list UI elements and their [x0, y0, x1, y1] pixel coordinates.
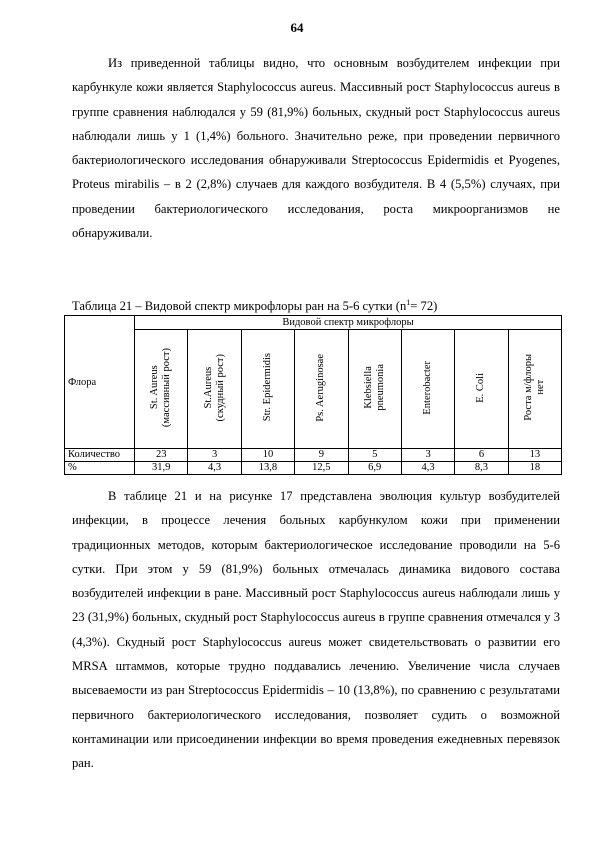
column-header-cell	[348, 330, 401, 449]
column-header-line: Enterobacter	[422, 360, 434, 415]
table-cell: 18	[508, 462, 561, 475]
group-header-cell: Видовой спектр микрофлоры	[135, 316, 562, 330]
table-cell: 5	[348, 449, 401, 462]
table-cell: 12,5	[295, 462, 348, 475]
table-cell: 9	[295, 449, 348, 462]
column-header-line: St.Aureus	[202, 366, 214, 409]
column-header-line: (массивный рост)	[161, 347, 173, 428]
table-cell: 3	[188, 449, 241, 462]
table-cell: 6,9	[348, 462, 401, 475]
caption-tail: = 72)	[410, 299, 438, 314]
page-number: 64	[290, 20, 304, 35]
table-cell: 8,3	[455, 462, 508, 475]
column-header-line: E. Coli	[475, 372, 487, 403]
column-header-line: Klebsiella	[362, 366, 374, 409]
column-header-line: St. Aureus	[149, 365, 161, 410]
table-cell: 4,3	[401, 462, 454, 475]
table-caption	[72, 298, 437, 314]
table-cell: 3	[401, 449, 454, 462]
paragraph-intro: Из приведенной таблицы видно, что основным возбудителем инфекции при карбункуле кожи является Staphylococcus aureus. Массивный рост Staphylococcus aureus в группе сравнения наблюдался у 59 (81,9%) больных, скудный рост Staphylococcus aureus наблюдали лишь у 1 (1,4%) больного. Значительно реже, при проведении первичного бактериологического исследования обнаруживали Streptococcus Epidermidis et Pyogenes, Proteus mirabilis – в 2 (2,8%) случаев для каждого возбудителя. В 4 (5,5%) случаях, при проведении бактериологического исследования, роста микроорганизмов не обнаруживали.	[72, 56, 560, 241]
column-header-cell	[188, 330, 241, 449]
column-header-cell	[241, 330, 294, 449]
column-header-label	[363, 364, 387, 411]
table-cell: 13	[508, 449, 561, 462]
row-label: Количество	[65, 449, 135, 462]
caption-text: Таблица 21 – Видовой спектр микрофлоры ран на 5-6 сутки (n	[72, 299, 407, 314]
column-header-line: pneumonia	[374, 364, 386, 411]
column-header-line: нет	[534, 380, 546, 395]
caption-superscript: 1	[406, 298, 411, 307]
table-row-count	[65, 449, 562, 462]
table-cell: 4,3	[188, 462, 241, 475]
column-header-line: (скудный рост)	[214, 353, 226, 422]
column-header-label	[203, 354, 227, 421]
column-header-label	[523, 354, 547, 421]
column-header-cell	[135, 330, 188, 449]
row-label: %	[65, 462, 135, 475]
table-cell: 23	[135, 449, 188, 462]
column-header-cell	[401, 330, 454, 449]
column-header-cell	[508, 330, 561, 449]
table-cell: 31,9	[135, 462, 188, 475]
table-cell: 13,8	[241, 462, 294, 475]
table-cell: 6	[455, 449, 508, 462]
row-header-cell: Флора	[65, 316, 135, 449]
paragraph-discussion: В таблице 21 и на рисунке 17 представлена эволюция культур возбудителей инфекции, в процессе лечения больных карбункулом кожи при применении традиционных методов, которым бактериологическое исследование проводили на 5-6 сутки. При этом у 59 (81,9%) больных отмечалась динамика видового состава возбудителей инфекции в ране. Массивный рост Staphylococcus aureus наблюдали лишь у 23 (31,9%) больных, скудный рост Staphylococcus aureus в группе сравнения отмечался у 3 (4,3%). Скудный рост Staphylococcus aureus может свидетельствовать о развитии его MRSA штаммов, которые трудно поддавались лечению. Увеличение числа случаев высеваемости из ран Streptococcus Epidermidis – 10 (13,8%), по сравнению с результатами первичного бактериологического исследования, позволяет судить о возможной контаминации или присоединении инфекции во время проведения ежедневных перевязок ран.	[72, 489, 560, 771]
column-header-line: Str. Epidermidis	[261, 353, 273, 422]
column-header-label	[422, 361, 434, 415]
column-header-label	[475, 373, 487, 403]
column-header-line: Роста м/флоры	[522, 354, 534, 421]
column-header-row	[65, 330, 562, 449]
column-header-cell	[295, 330, 348, 449]
column-header-line: Ps. Aeruginosae	[315, 353, 327, 422]
column-header-label	[149, 348, 173, 427]
column-header-label	[315, 354, 327, 422]
table-row-percent	[65, 462, 562, 475]
table-cell: 10	[241, 449, 294, 462]
column-header-cell	[455, 330, 508, 449]
microflora-table	[64, 315, 562, 475]
column-header-label	[262, 353, 274, 421]
